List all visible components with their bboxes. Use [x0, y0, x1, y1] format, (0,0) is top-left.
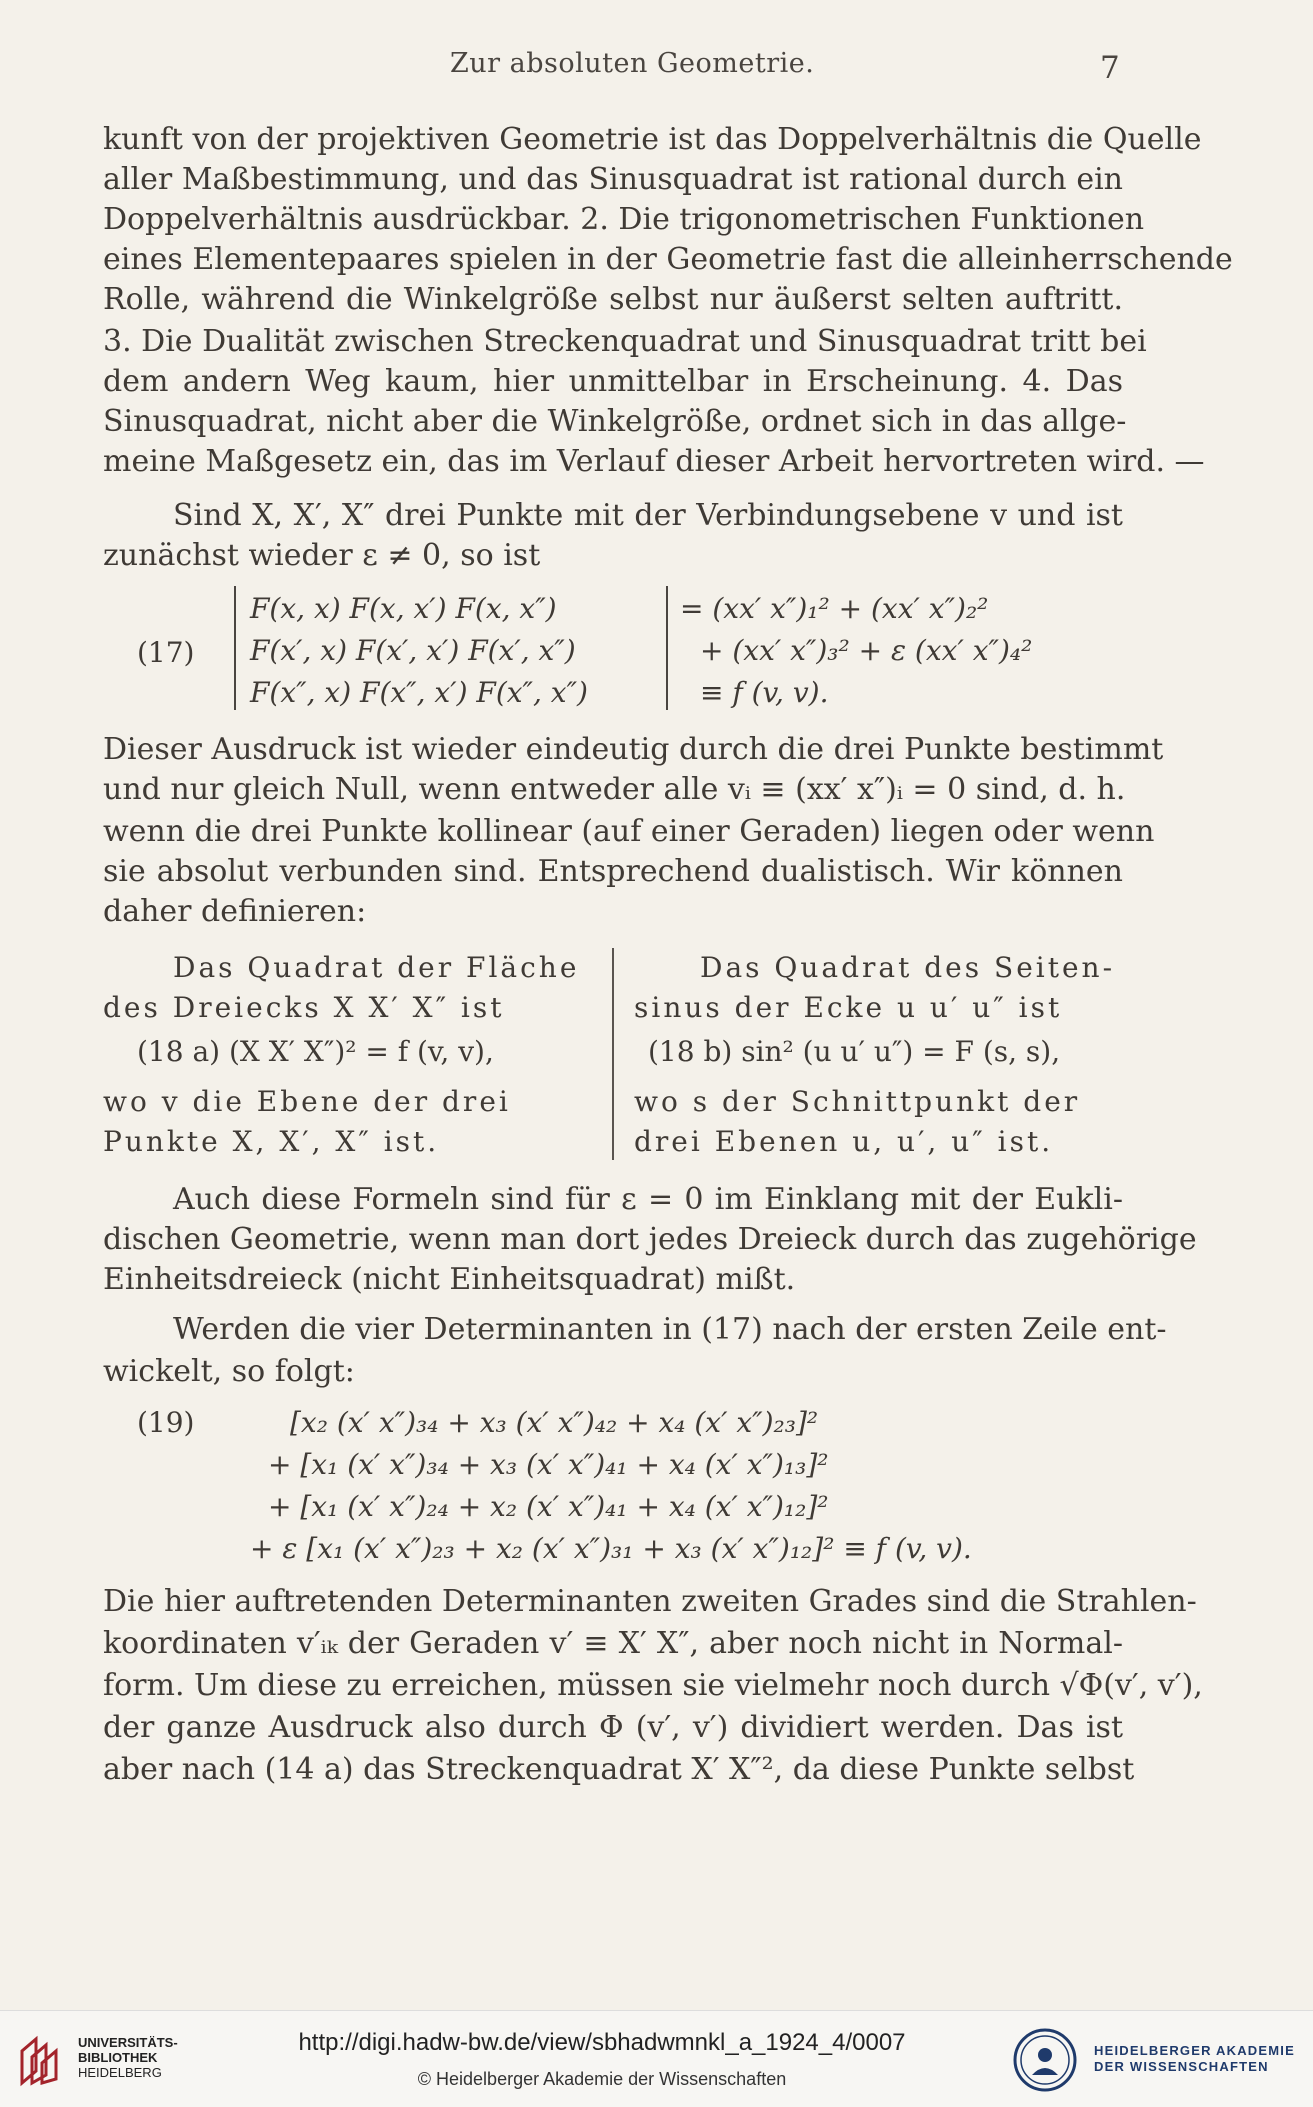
equation-19-row: [x₂ (x′ x″)₃₄ + x₃ (x′ x″)₄₂ + x₄ (x′ x″)₂₃]²	[290, 1406, 819, 1439]
running-title: Zur absoluten Geometrie.	[450, 48, 815, 79]
left-column-line: Punkte X, X′, X″ ist.	[103, 1125, 440, 1158]
text-line: zunächst wieder ε ≠ 0, so ist	[103, 538, 541, 573]
equation-19-row: + [x₁ (x′ x″)₃₄ + x₃ (x′ x″)₄₁ + x₄ (x′ x″)₁₃]²	[268, 1448, 829, 1481]
text-line: 3. Die Dualität zwischen Streckenquadrat und Sinusquadrat tritt bei	[103, 324, 1147, 359]
text-line: meine Maßgesetz ein, das im Verlauf dieser Arbeit hervortreten wird. —	[103, 444, 1205, 479]
column-divider	[612, 948, 614, 1160]
left-column-line: Das Quadrat der Fläche	[173, 951, 580, 984]
equation-label-19: (19)	[137, 1406, 195, 1439]
equation-label-17: (17)	[137, 636, 195, 669]
determinant-left-bar	[234, 586, 236, 710]
digitization-footer	[0, 2010, 1313, 2107]
right-column-line: sinus der Ecke u u′ u″ ist	[634, 991, 1063, 1024]
determinant-row: F(x, x) F(x, x′) F(x, x″)	[250, 592, 557, 625]
equation-18b: (18 b) sin² (u u′ u″) = F (s, s),	[648, 1035, 1061, 1068]
equation-18a: (18 a) (X X′ X″)² = f (v, v),	[137, 1035, 494, 1068]
text-line: aber nach (14 a) das Streckenquadrat X′ X″², da diese Punkte selbst	[103, 1752, 1135, 1787]
text-line: Dieser Ausdruck ist wieder eindeutig durch die drei Punkte bestimmt	[103, 732, 1164, 767]
text-line: koordinaten v′ᵢₖ der Geraden v′ ≡ X′ X″, aber noch nicht in Normal-	[103, 1626, 1123, 1661]
determinant-row: F(x″, x) F(x″, x′) F(x″, x″)	[250, 676, 588, 709]
text-line: Werden die vier Determinanten in (17) nach der ersten Zeile ent-	[173, 1312, 1167, 1347]
text-line: Rolle, während die Winkelgröße selbst nur äußerst selten auftritt.	[103, 282, 1123, 317]
left-column-line: wo v die Ebene der drei	[103, 1085, 511, 1118]
equation-19-row: + ε [x₁ (x′ x″)₂₃ + x₂ (x′ x″)₃₁ + x₃ (x′ x″)₁₂]² ≡ f (v, v).	[250, 1532, 972, 1565]
library-city: HEIDELBERG	[78, 2065, 162, 2080]
text-line: und nur gleich Null, wenn entweder alle vᵢ ≡ (xx′ x″)ᵢ = 0 sind, d. h.	[103, 772, 1126, 807]
right-column-line: Das Quadrat des Seiten-	[700, 951, 1116, 984]
text-line: Doppelverhältnis ausdrückbar. 2. Die trigonometrischen Funktionen	[103, 202, 1145, 237]
academy-seal-icon	[1012, 2027, 1078, 2093]
library-name-line: BIBLIOTHEK	[78, 2050, 158, 2065]
equation-rhs: = (xx′ x″)₁² + (xx′ x″)₂²	[680, 592, 989, 625]
equation-19-row: + [x₁ (x′ x″)₂₄ + x₂ (x′ x″)₄₁ + x₄ (x′ x″)₁₂]²	[268, 1490, 829, 1523]
library-name	[78, 2035, 178, 2080]
text-line: Sind X, X′, X″ drei Punkte mit der Verbindungsebene v und ist	[173, 498, 1123, 533]
text-line: der ganze Ausdruck also durch Φ (v′, v′) dividiert werden. Das ist	[103, 1710, 1123, 1745]
text-line: Einheitsdreieck (nicht Einheitsquadrat) mißt.	[103, 1262, 796, 1297]
page-number: 7	[1100, 50, 1120, 86]
academy-name-line: HEIDELBERGER AKADEMIE	[1094, 2043, 1295, 2058]
academy-name-line: DER WISSENSCHAFTEN	[1094, 2059, 1269, 2074]
library-name-line: UNIVERSITÄTS-	[78, 2035, 178, 2050]
copyright-notice: © Heidelberger Akademie der Wissenschaften	[417, 2069, 787, 2089]
text-line: Die hier auftretenden Determinanten zweiten Grades sind die Strahlen-	[103, 1584, 1197, 1619]
university-library-logo-icon	[16, 2035, 68, 2087]
text-line: dem andern Weg kaum, hier unmittelbar in Erscheinung. 4. Das	[103, 364, 1123, 399]
text-line: daher definieren:	[103, 894, 367, 929]
determinant-right-bar	[666, 586, 668, 710]
equation-rhs: + (xx′ x″)₃² + ε (xx′ x″)₄²	[700, 634, 1033, 667]
text-line: dischen Geometrie, wenn man dort jedes Dreieck durch das zugehörige	[103, 1222, 1197, 1257]
text-line: eines Elementepaares spielen in der Geometrie fast die alleinherrschende	[103, 242, 1233, 277]
right-column-line: wo s der Schnittpunkt der	[634, 1085, 1081, 1118]
right-column-line: drei Ebenen u, u′, u″ ist.	[634, 1125, 1054, 1158]
text-line: aller Maßbestimmung, und das Sinusquadrat ist rational durch ein	[103, 162, 1123, 197]
text-line: form. Um diese zu erreichen, müssen sie vielmehr noch durch √Φ(v′, v′),	[103, 1668, 1203, 1703]
left-column-line: des Dreiecks X X′ X″ ist	[103, 991, 505, 1024]
text-line: sie absolut verbunden sind. Entsprechend dualistisch. Wir können	[103, 854, 1123, 889]
equation-rhs: ≡ f (v, v).	[700, 676, 829, 709]
academy-name	[1094, 2043, 1295, 2075]
determinant-row: F(x′, x) F(x′, x′) F(x′, x″)	[250, 634, 576, 667]
permalink-url[interactable]: http://digi.hadw-bw.de/view/sbhadwmnkl_a_1924_4/0007	[298, 2029, 906, 2056]
text-line: Auch diese Formeln sind für ε = 0 im Einklang mit der Eukli-	[173, 1182, 1123, 1217]
text-line: kunft von der projektiven Geometrie ist das Doppelverhältnis die Quelle	[103, 122, 1202, 157]
text-line: wenn die drei Punkte kollinear (auf einer Geraden) liegen oder wenn	[103, 814, 1155, 849]
text-line: Sinusquadrat, nicht aber die Winkelgröße, ordnet sich in das allge-	[103, 404, 1127, 439]
text-line: wickelt, so folgt:	[103, 1354, 355, 1389]
